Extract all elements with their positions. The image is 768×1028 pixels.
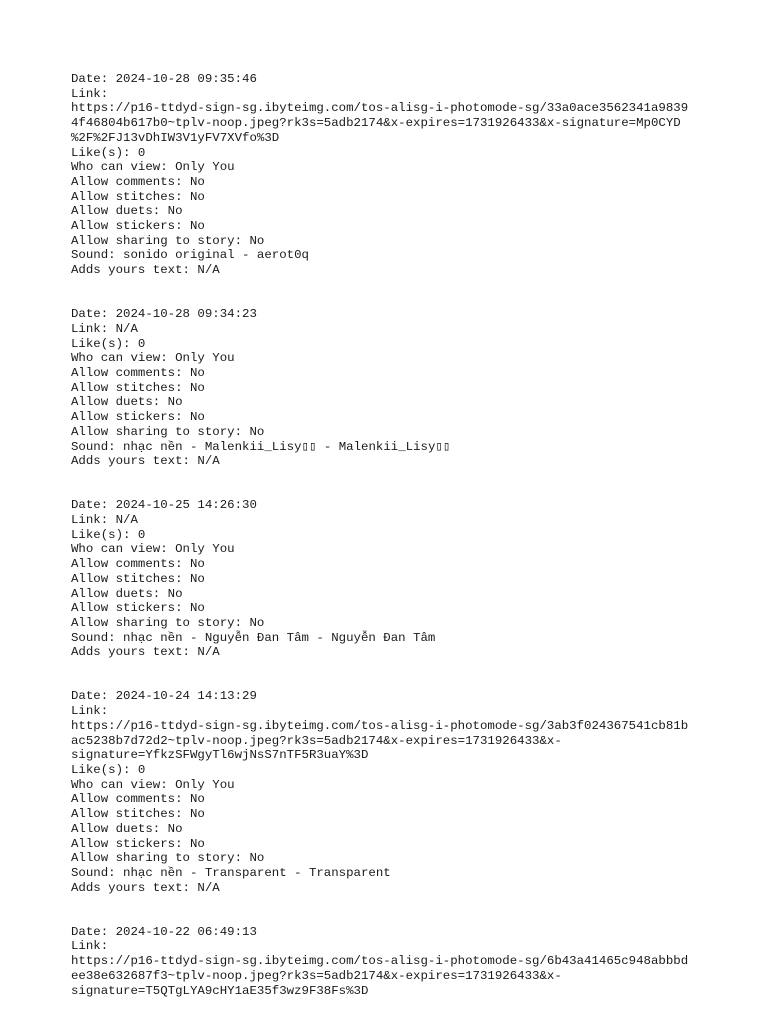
- entry-who-can-view: Who can view: Only You: [71, 542, 235, 557]
- entry-who-can-view: Who can view: Only You: [71, 351, 235, 366]
- entry-allow-stitches: Allow stitches: No: [71, 189, 205, 204]
- entry-link-url-line[interactable]: https://p16-ttdyd-sign-sg.ibyteimg.com/tos-alisg-i-photomode-sg/33a0ace3562341a9839: [71, 101, 689, 116]
- entry-date: Date: 2024-10-28 09:35:46: [71, 72, 257, 86]
- entry-likes: Like(s): 0: [71, 336, 146, 351]
- entry-allow-stickers: Allow stickers: No: [71, 410, 205, 425]
- entry-link-label: Link: N/A: [71, 513, 138, 528]
- entry-who-can-view: Who can view: Only You: [71, 777, 235, 792]
- entry-likes: Like(s): 0: [71, 763, 146, 777]
- entry-link-url-line[interactable]: signature=T5QTgLYA9cHY1aE35f3wz9F38Fs%3D: [71, 983, 369, 998]
- document-page: [71, 72, 711, 1028]
- entry-allow-sharing: Allow sharing to story: No: [71, 615, 265, 630]
- entry-allow-duets: Allow duets: No: [71, 821, 183, 836]
- post-entry: [71, 498, 711, 660]
- entry-likes: Like(s): 0: [71, 145, 146, 160]
- entry-allow-comments: Allow comments: No: [71, 174, 205, 189]
- entry-date: Date: 2024-10-25 14:26:30: [71, 498, 257, 513]
- entry-link-label: Link:: [71, 704, 109, 719]
- entry-allow-stitches: Allow stitches: No: [71, 380, 205, 395]
- entry-sound: Sound: nhạc nền - Nguyễn Đan Tâm - Nguyễn Đan Tâm: [71, 630, 436, 645]
- entry-sound: Sound: nhạc nền - Malenkii_Lisy▯▯ - Malenkii_Lisy▯▯: [71, 439, 451, 454]
- entry-date: Date: 2024-10-22 06:49:13: [71, 924, 257, 939]
- entry-link-url-line[interactable]: https://p16-ttdyd-sign-sg.ibyteimg.com/tos-alisg-i-photomode-sg/3ab3f024367541cb81b: [71, 718, 689, 733]
- entry-allow-comments: Allow comments: No: [71, 792, 205, 807]
- entry-allow-duets: Allow duets: No: [71, 395, 183, 410]
- entry-link-url-line[interactable]: ac5238b7d72d2~tplv-noop.jpeg?rk3s=5adb2174&x-expires=1731926433&x-: [71, 733, 562, 748]
- entry-who-can-view: Who can view: Only You: [71, 160, 235, 175]
- post-entry: [71, 925, 711, 999]
- entry-allow-stitches: Allow stitches: No: [71, 807, 205, 822]
- entry-link-url-line[interactable]: https://p16-ttdyd-sign-sg.ibyteimg.com/tos-alisg-i-photomode-sg/6b43a41465c948abbbd: [71, 954, 689, 969]
- post-entry: [71, 307, 711, 469]
- entry-allow-sharing: Allow sharing to story: No: [71, 851, 265, 866]
- entry-allow-stickers: Allow stickers: No: [71, 219, 205, 234]
- entry-sound: Sound: sonido original - aerot0q: [71, 248, 309, 263]
- entry-allow-sharing: Allow sharing to story: No: [71, 424, 265, 439]
- entry-date: Date: 2024-10-24 14:13:29: [71, 689, 257, 704]
- entry-adds-yours: Adds yours text: N/A: [71, 263, 220, 278]
- entry-allow-stitches: Allow stitches: No: [71, 571, 205, 586]
- entry-link-label: Link:: [71, 939, 109, 954]
- entry-sound: Sound: nhạc nền - Transparent - Transparent: [71, 865, 391, 880]
- entry-allow-sharing: Allow sharing to story: No: [71, 233, 265, 248]
- entry-allow-comments: Allow comments: No: [71, 557, 205, 572]
- entry-adds-yours: Adds yours text: N/A: [71, 645, 220, 660]
- entry-adds-yours: Adds yours text: N/A: [71, 880, 220, 895]
- entry-link-url-line[interactable]: 4f46804b617b0~tplv-noop.jpeg?rk3s=5adb2174&x-expires=1731926433&x-signature=Mp0CYD: [71, 116, 681, 131]
- entry-allow-duets: Allow duets: No: [71, 204, 183, 219]
- entry-allow-comments: Allow comments: No: [71, 366, 205, 381]
- entry-likes: Like(s): 0: [71, 527, 146, 542]
- post-entry: [71, 72, 711, 278]
- entry-link-url-line[interactable]: %2F%2FJ13vDhIW3V1yFV7XVfo%3D: [71, 130, 280, 145]
- entry-adds-yours: Adds yours text: N/A: [71, 454, 220, 469]
- entry-allow-stickers: Allow stickers: No: [71, 836, 205, 851]
- entry-allow-stickers: Allow stickers: No: [71, 601, 205, 616]
- entry-link-url-line[interactable]: ee38e632687f3~tplv-noop.jpeg?rk3s=5adb2174&x-expires=1731926433&x-: [71, 968, 562, 983]
- entry-allow-duets: Allow duets: No: [71, 586, 183, 601]
- entry-date: Date: 2024-10-28 09:34:23: [71, 307, 257, 322]
- post-entry: [71, 689, 711, 895]
- entry-link-label: Link:: [71, 86, 109, 101]
- entry-link-label: Link: N/A: [71, 321, 138, 336]
- entry-link-url-line[interactable]: signature=YfkzSFWgyTl6wjNsS7nTF5R3uaY%3D: [71, 748, 369, 763]
